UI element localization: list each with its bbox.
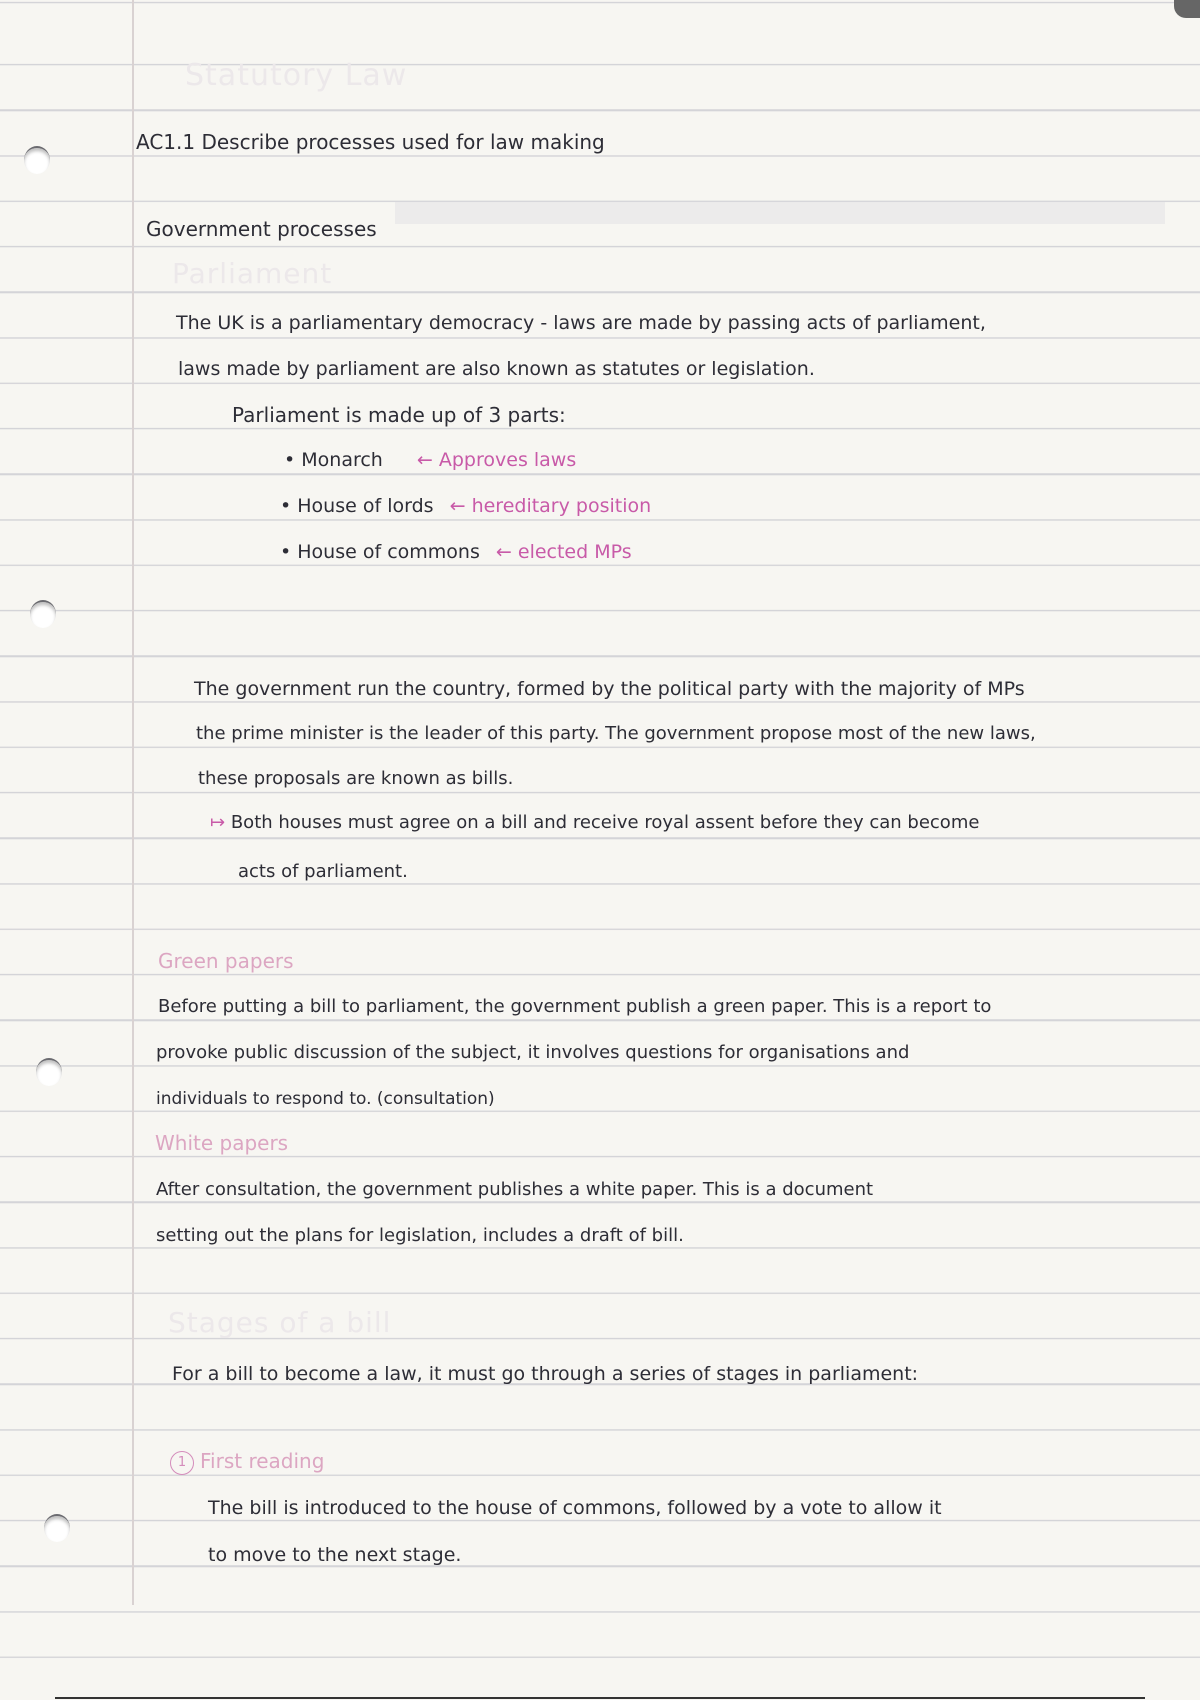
first-reading-line1: The bill is introduced to the house of commons, followed by a vote to allow it xyxy=(208,1497,942,1519)
list-item xyxy=(280,494,651,518)
part-name: House of commons xyxy=(297,541,480,563)
faded-heading-parliament: Parliament xyxy=(172,257,333,290)
punch-hole xyxy=(44,1514,70,1542)
white-papers-line2: setting out the plans for legislation, includes a draft of bill. xyxy=(156,1225,684,1246)
government-line5: acts of parliament. xyxy=(238,861,408,882)
list-item xyxy=(284,448,576,472)
bullet: • xyxy=(284,449,296,471)
arrow-left-icon: ← xyxy=(495,541,512,563)
margin-line xyxy=(132,0,134,1605)
green-papers-line3: individuals to respond to. (consultation) xyxy=(156,1089,495,1109)
bullet: • xyxy=(280,495,292,517)
arrow-left-icon: ← xyxy=(449,495,466,517)
punch-hole xyxy=(24,146,50,174)
heading-white-papers: White papers xyxy=(155,1131,289,1155)
faded-heading-stages: Stages of a bill xyxy=(168,1306,392,1339)
government-line1: The government run the country, formed by the political party with the majority of MPs xyxy=(194,678,1025,700)
parliament-intro-line3: Parliament is made up of 3 parts: xyxy=(232,403,566,427)
part-note: hereditary position xyxy=(471,495,652,517)
arrow-left-icon: ← xyxy=(416,449,433,471)
white-papers-line1: After consultation, the government publishes a white paper. This is a document xyxy=(156,1179,874,1200)
parliament-intro-line1: The UK is a parliamentary democracy - laws are made by passing acts of parliament, xyxy=(176,312,986,334)
heading-green-papers: Green papers xyxy=(158,949,294,973)
number-one-icon: 1 xyxy=(170,1451,194,1475)
list-item xyxy=(280,540,632,564)
punch-hole xyxy=(36,1058,62,1086)
bottom-rule xyxy=(55,1697,1145,1699)
faded-heading-top: Statutory Law xyxy=(185,58,408,93)
part-name: House of lords xyxy=(297,495,434,517)
page-title: AC1.1 Describe processes used for law making xyxy=(136,130,605,154)
green-papers-line1: Before putting a bill to parliament, the government publish a green paper. This is a report to xyxy=(158,996,992,1017)
government-line2: the prime minister is the leader of this party. The government propose most of the new laws, xyxy=(196,723,1036,744)
government-arrow-line xyxy=(210,811,979,835)
corner-mark xyxy=(1174,0,1200,18)
punch-hole xyxy=(30,600,56,628)
part-note: Approves laws xyxy=(438,449,577,471)
first-reading-heading-row xyxy=(170,1449,324,1475)
arrow-right-icon: ↦ xyxy=(210,812,226,833)
stages-intro: For a bill to become a law, it must go through a series of stages in parliament: xyxy=(172,1363,919,1385)
part-note: elected MPs xyxy=(517,541,632,563)
bullet: • xyxy=(280,541,292,563)
green-papers-line2: provoke public discussion of the subject, it involves questions for organisations and xyxy=(156,1042,910,1063)
part-name: Monarch xyxy=(301,449,383,471)
parliament-intro-line2: laws made by parliament are also known as statutes or legislation. xyxy=(178,358,815,380)
heading-first-reading: First reading xyxy=(200,1449,325,1473)
first-reading-line2: to move to the next stage. xyxy=(208,1544,462,1566)
government-line4: Both houses must agree on a bill and receive royal assent before they can become xyxy=(230,812,980,833)
section-heading-government-processes: Government processes xyxy=(146,217,377,241)
government-line3: these proposals are known as bills. xyxy=(198,768,514,789)
highlight-strip xyxy=(395,202,1165,224)
